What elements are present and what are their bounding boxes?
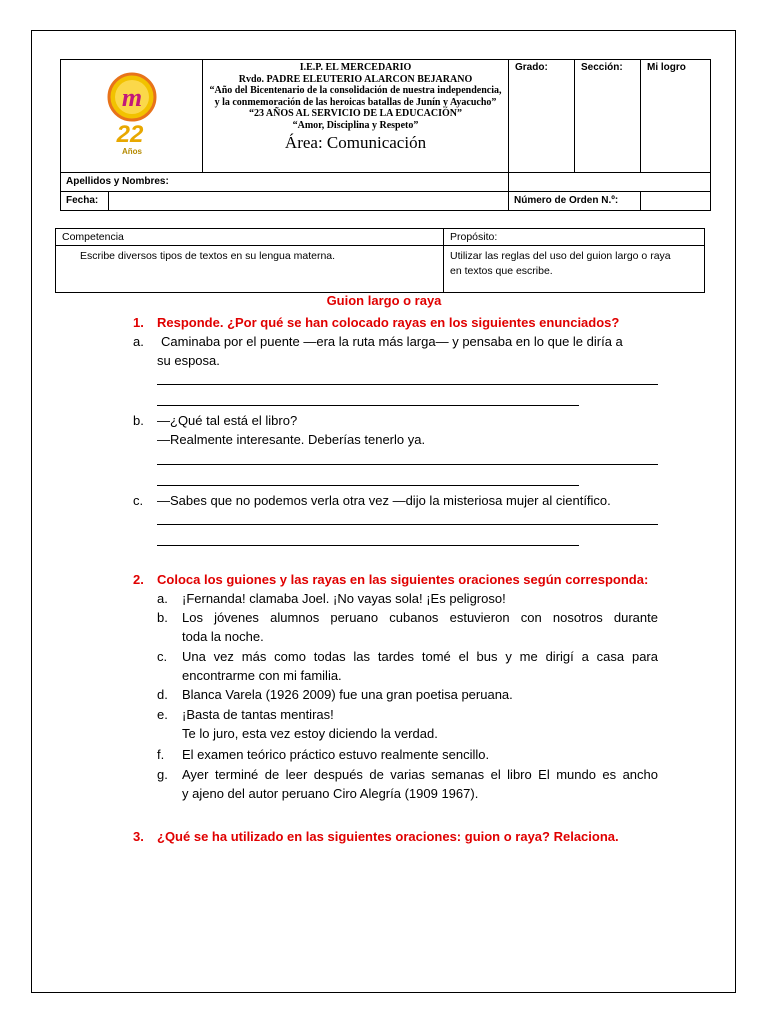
grade-label: Grado: xyxy=(515,62,548,73)
school-logo xyxy=(102,69,162,159)
logo-text: Años xyxy=(121,146,142,156)
section-field[interactable] xyxy=(575,60,641,173)
order-label: Número de Orden N.º: xyxy=(514,195,619,206)
names-label: Apellidos y Nombres: xyxy=(66,176,169,187)
q1-text: Responde. ¿Por qué se han colocado rayas en los siguientes enunciados? xyxy=(157,315,620,330)
purpose-header: Propósito: xyxy=(444,229,705,246)
q1-b-letter: b. xyxy=(133,413,144,428)
q2-item-letter: e. xyxy=(157,707,168,722)
q1-b-line1: —¿Qué tal está el libro? xyxy=(157,413,298,428)
q2-item-text-cont: toda la noche. xyxy=(182,629,264,644)
q2-item-text: Los jóvenes alumnos peruano cubanos estuvieron con nosotros durante xyxy=(182,610,658,625)
school-logo-cell xyxy=(61,60,203,173)
date-label: Fecha: xyxy=(66,195,99,206)
q2-item-text: Blanca Varela (1926 2009) fue una gran poetisa peruana. xyxy=(182,687,513,702)
page-title: Guion largo o raya xyxy=(326,293,442,308)
q2-item-text: ¡Basta de tantas mentiras! xyxy=(182,707,334,722)
answer-line[interactable] xyxy=(157,464,658,465)
director-name: Rvdo. PADRE ELEUTERIO ALARCON BEJARANO xyxy=(238,73,473,85)
order-field[interactable] xyxy=(641,192,711,211)
q2-item-letter: c. xyxy=(157,649,168,664)
q2-item-letter: d. xyxy=(157,687,168,702)
school-name: I.E.P. EL MERCEDARIO xyxy=(299,62,412,73)
competence-text: Escribe diversos tipos de textos en su lengua materna. xyxy=(56,246,444,293)
year-motto: “Año del Bicentenario de la consolidación de nuestra independencia, y la conmemoración de las heroicas batallas de Junín y Ayacucho” xyxy=(209,85,502,108)
order-label-cell xyxy=(509,192,641,211)
q2-item-letter: g. xyxy=(157,767,168,782)
answer-line[interactable] xyxy=(157,545,579,546)
q2-item-letter: f. xyxy=(157,747,165,762)
names-field[interactable] xyxy=(509,173,711,192)
achievement-field[interactable] xyxy=(641,60,711,173)
purpose-text-line-1: Utilizar las reglas del uso del guion largo o raya xyxy=(450,250,671,262)
q2-item-letter: b. xyxy=(157,610,168,625)
logo-number: 22 xyxy=(116,120,143,148)
q1-c-line1: —Sabes que no podemos verla otra vez —dijo la misteriosa mujer al científico. xyxy=(157,493,611,508)
date-label-cell xyxy=(61,192,109,211)
competence-table xyxy=(55,228,705,293)
date-field[interactable] xyxy=(109,192,509,211)
answer-line[interactable] xyxy=(157,384,658,385)
names-label-cell xyxy=(61,173,509,192)
values-motto: “Amor, Disciplina y Respeto” xyxy=(292,119,419,131)
q2-number: 2. xyxy=(133,572,144,587)
q2-item-text-cont: Te lo juro, esta vez estoy diciendo la verdad. xyxy=(182,726,438,741)
area-title: Área: Comunicación xyxy=(284,133,427,152)
q2-item-text: ¡Fernanda! clamaba Joel. ¡No vayas sola! ¡Es peligroso! xyxy=(182,591,506,606)
answer-line[interactable] xyxy=(157,524,658,525)
answer-line[interactable] xyxy=(157,405,579,406)
q2-item-text: Una vez más como todas las tardes tomé el bus y me dirigí a casa para xyxy=(182,649,658,664)
school-info xyxy=(203,60,509,173)
q2-item-text-cont: y ajeno del autor peruano Ciro Alegría (1909 1967). xyxy=(182,786,479,801)
q3-number: 3. xyxy=(133,829,144,844)
q1-b-line2: —Realmente interesante. Deberías tenerlo ya. xyxy=(157,432,426,447)
q3-text: ¿Qué se ha utilizado en las siguientes oraciones: guion o raya? Relaciona. xyxy=(157,829,619,844)
q2-item-letter: a. xyxy=(157,591,168,606)
q1-c-letter: c. xyxy=(133,493,144,508)
competence-header: Competencia xyxy=(56,229,444,246)
q2-item-text: El examen teórico práctico estuvo realmente sencillo. xyxy=(182,747,490,762)
anniversary-motto: “23 AÑOS AL SERVICIO DE LA EDUCACIÓN” xyxy=(248,108,463,119)
q2-item-text-cont: encontrarme con mi familia. xyxy=(182,668,342,683)
q1-a-line2: su esposa. xyxy=(157,353,220,368)
achievement-label: Mi logro xyxy=(647,62,686,73)
header-table xyxy=(60,59,711,211)
grade-field[interactable] xyxy=(509,60,575,173)
section-label: Sección: xyxy=(581,62,623,73)
q2-item-text: Ayer terminé de leer después de varias semanas el libro El mundo es ancho xyxy=(182,767,658,782)
q1-a-line1: Caminaba por el puente —era la ruta más larga— y pensaba en lo que le diría a xyxy=(161,334,623,349)
q1-number: 1. xyxy=(133,315,144,330)
purpose-text-line-2: en textos que escribe. xyxy=(450,265,553,277)
svg-text:m: m xyxy=(121,82,142,112)
q2-text: Coloca los guiones y las rayas en las siguientes oraciones según corresponda: xyxy=(157,572,649,587)
q1-a-letter: a. xyxy=(133,334,144,349)
purpose-text xyxy=(444,246,705,293)
answer-line[interactable] xyxy=(157,485,579,486)
